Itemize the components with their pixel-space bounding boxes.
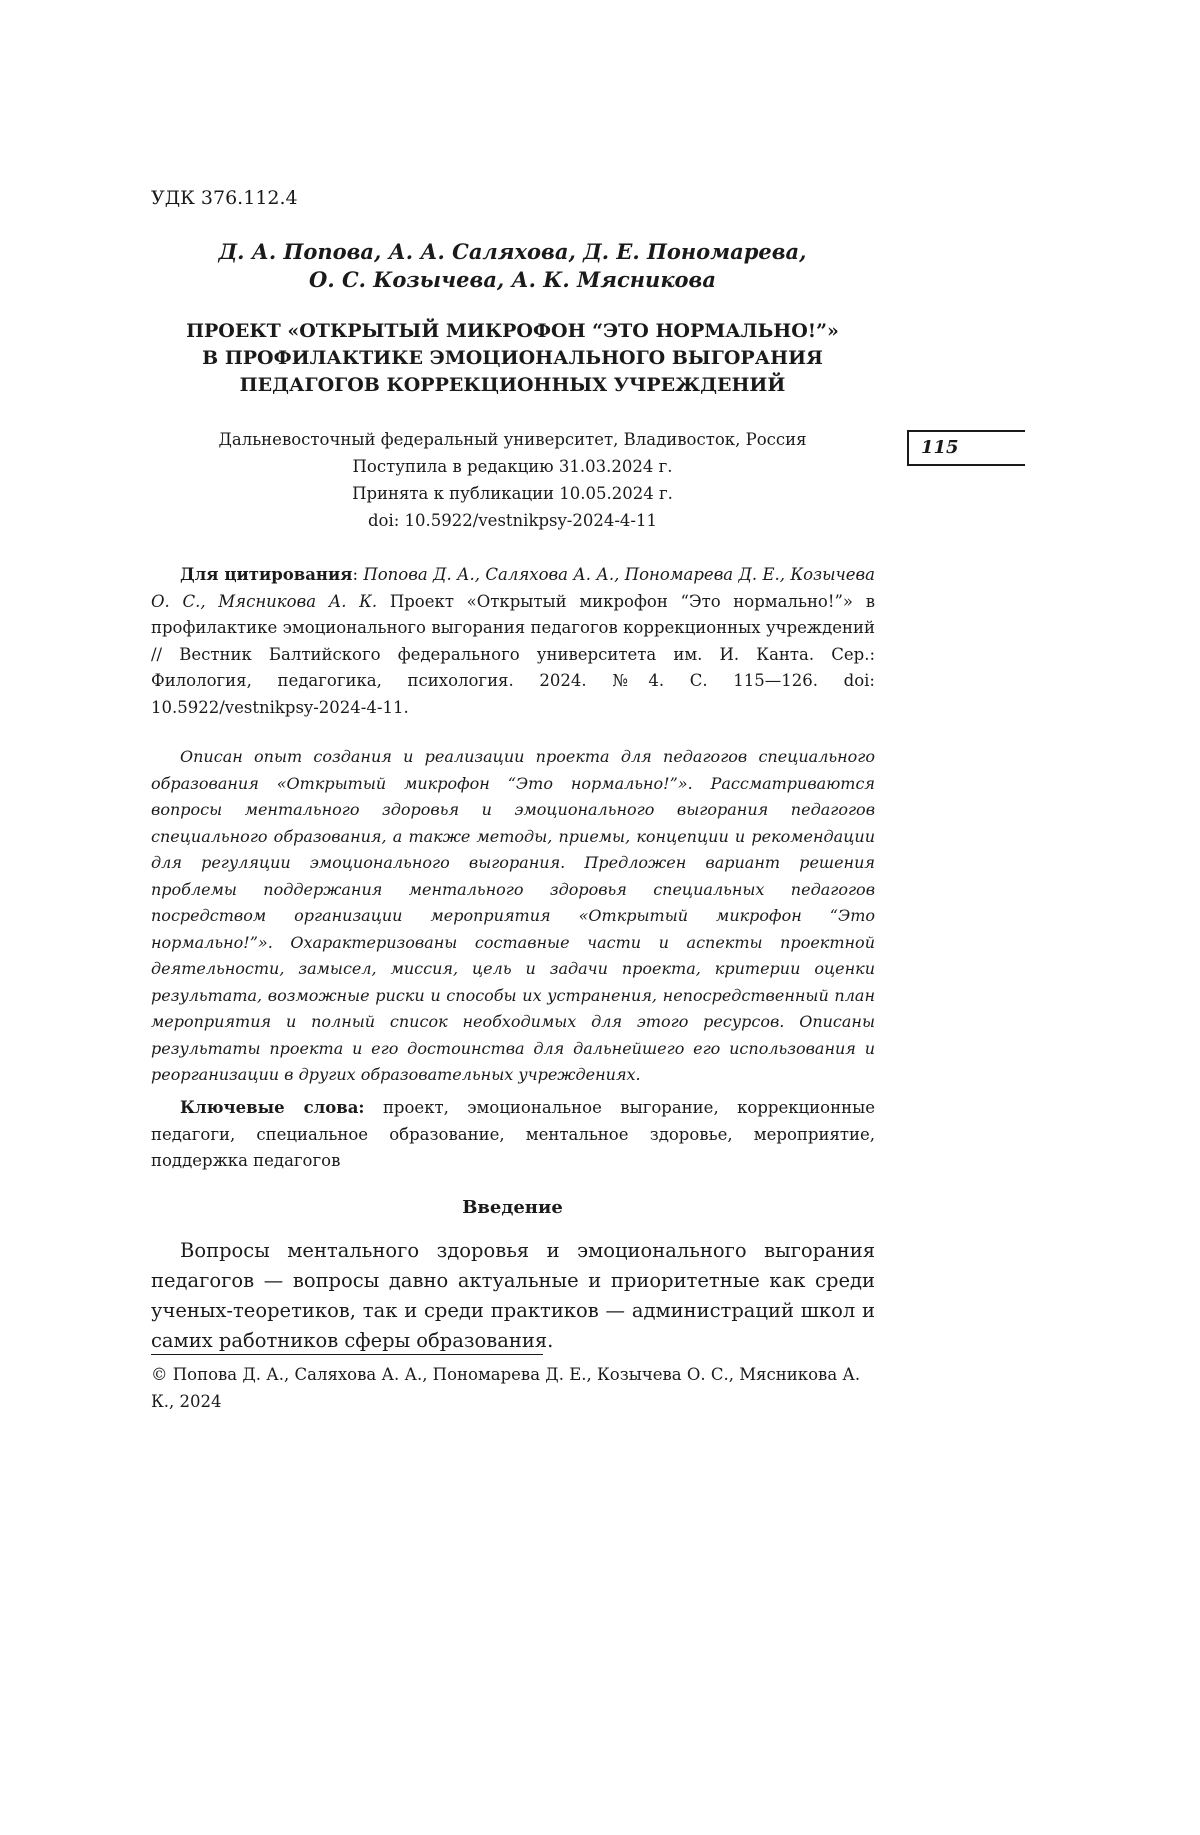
citation-authors: Попова Д. А., Саляхова А. А., Пономарева Д. Е., Козычева О. С., Мясникова А. К. (151, 565, 875, 611)
title-line-3: ПЕДАГОГОВ КОРРЕКЦИОННЫХ УЧРЕЖДЕНИЙ (239, 374, 786, 396)
udk-code: УДК 376.112.4 (151, 187, 298, 209)
authors-line-1: Д. А. Попова, А. А. Саляхова, Д. Е. Пономарева, (218, 239, 807, 264)
affiliation-university: Дальневосточный федеральный университет, Владивосток, Россия (218, 430, 807, 449)
page-number: 115 (907, 430, 1025, 466)
keywords-label: Ключевые слова: (180, 1098, 365, 1117)
keywords (151, 1095, 875, 1175)
authors (150, 238, 875, 294)
received-date: Поступила в редакцию 31.03.2024 г. (352, 457, 673, 476)
introduction-paragraph: Вопросы ментального здоровья и эмоционального выгорания педагогов — вопросы давно актуальные и приоритетные как среди ученых-теоретиков, так и среди практиков — администраций школ и самих работников сферы образования. (151, 1239, 875, 1352)
title-line-2: В ПРОФИЛАКТИКЕ ЭМОЦИОНАЛЬНОГО ВЫГОРАНИЯ (202, 347, 823, 369)
accepted-date: Принята к публикации 10.05.2024 г. (352, 484, 673, 503)
citation: Для цитирования: Попова Д. А., Саляхова А. А., Пономарева Д. Е., Козычева О. С., Мясникова А. К. Проект «Открытый микрофон “Это нормально!”» в профилактике эмоционального выгорания педагогов коррекционных учреждений // Вестник Балтийского федерального университета им. И. Канта. Сер.: Филология, педагогика, психология. 2024. №4. С. 115—126. doi: 10.5922/vestnikpsy-2024-4-11. (151, 565, 876, 717)
affiliation-block (150, 426, 875, 534)
keywords-text: проект, эмоциональное выгорание, коррекционные педагоги, специальное образование, ментальное здоровье, мероприятие, поддержка педагогов (151, 1098, 875, 1170)
section-heading: Введение (462, 1197, 563, 1218)
authors-line-2: О. С. Козычева, А. К. Мясникова (309, 267, 716, 292)
citation-text: Проект «Открытый микрофон “Это нормально!”» в профилактике эмоционального выгорания педагогов коррекционных учреждений // Вестник Балтийского федерального университета им. И. Канта. Сер.: Филология, педагогика, психология. 2024. №4. С. 115—126. doi: 10.5922/vestnikpsy-2024-4-11. (151, 591, 876, 717)
copyright: © Попова Д. А., Саляхова А. А., Пономарева Д. Е., Козычева О. С., Мясникова А. К., 2024 (151, 1365, 861, 1411)
footnote-divider (151, 1354, 543, 1355)
article-title (150, 318, 875, 399)
title-line-1: ПРОЕКТ «ОТКРЫТЫЙ МИКРОФОН “ЭТО НОРМАЛЬНО!”» (186, 320, 839, 342)
citation-label: Для цитирования (180, 565, 353, 584)
abstract: Описан опыт создания и реализации проекта для педагогов специального образования «Открытый микрофон “Это нормально!”». Рассматриваются вопросы ментального здоровья и эмоционального выгорания педагогов специального образования, а также методы, приемы, концепции и рекомендации для регуляции эмоционального выгорания. Предложен вариант решения проблемы поддержания ментального здоровья специальных педагогов посредством организации мероприятия «Открытый микрофон “Это нормально!”». Охарактеризованы составные части и аспекты проектной деятельности, замысел, миссия, цель и задачи проекта, критерии оценки результата, возможные риски и способы их устранения, непосредственный план мероприятия и полный список необходимых для этого ресурсов. Описаны результаты проекта и его достоинства для дальнейшего его использования и реорганизации в других образовательных учреждениях. (151, 747, 875, 1084)
doi: doi: 10.5922/vestnikpsy-2024-4-11 (367, 511, 658, 530)
